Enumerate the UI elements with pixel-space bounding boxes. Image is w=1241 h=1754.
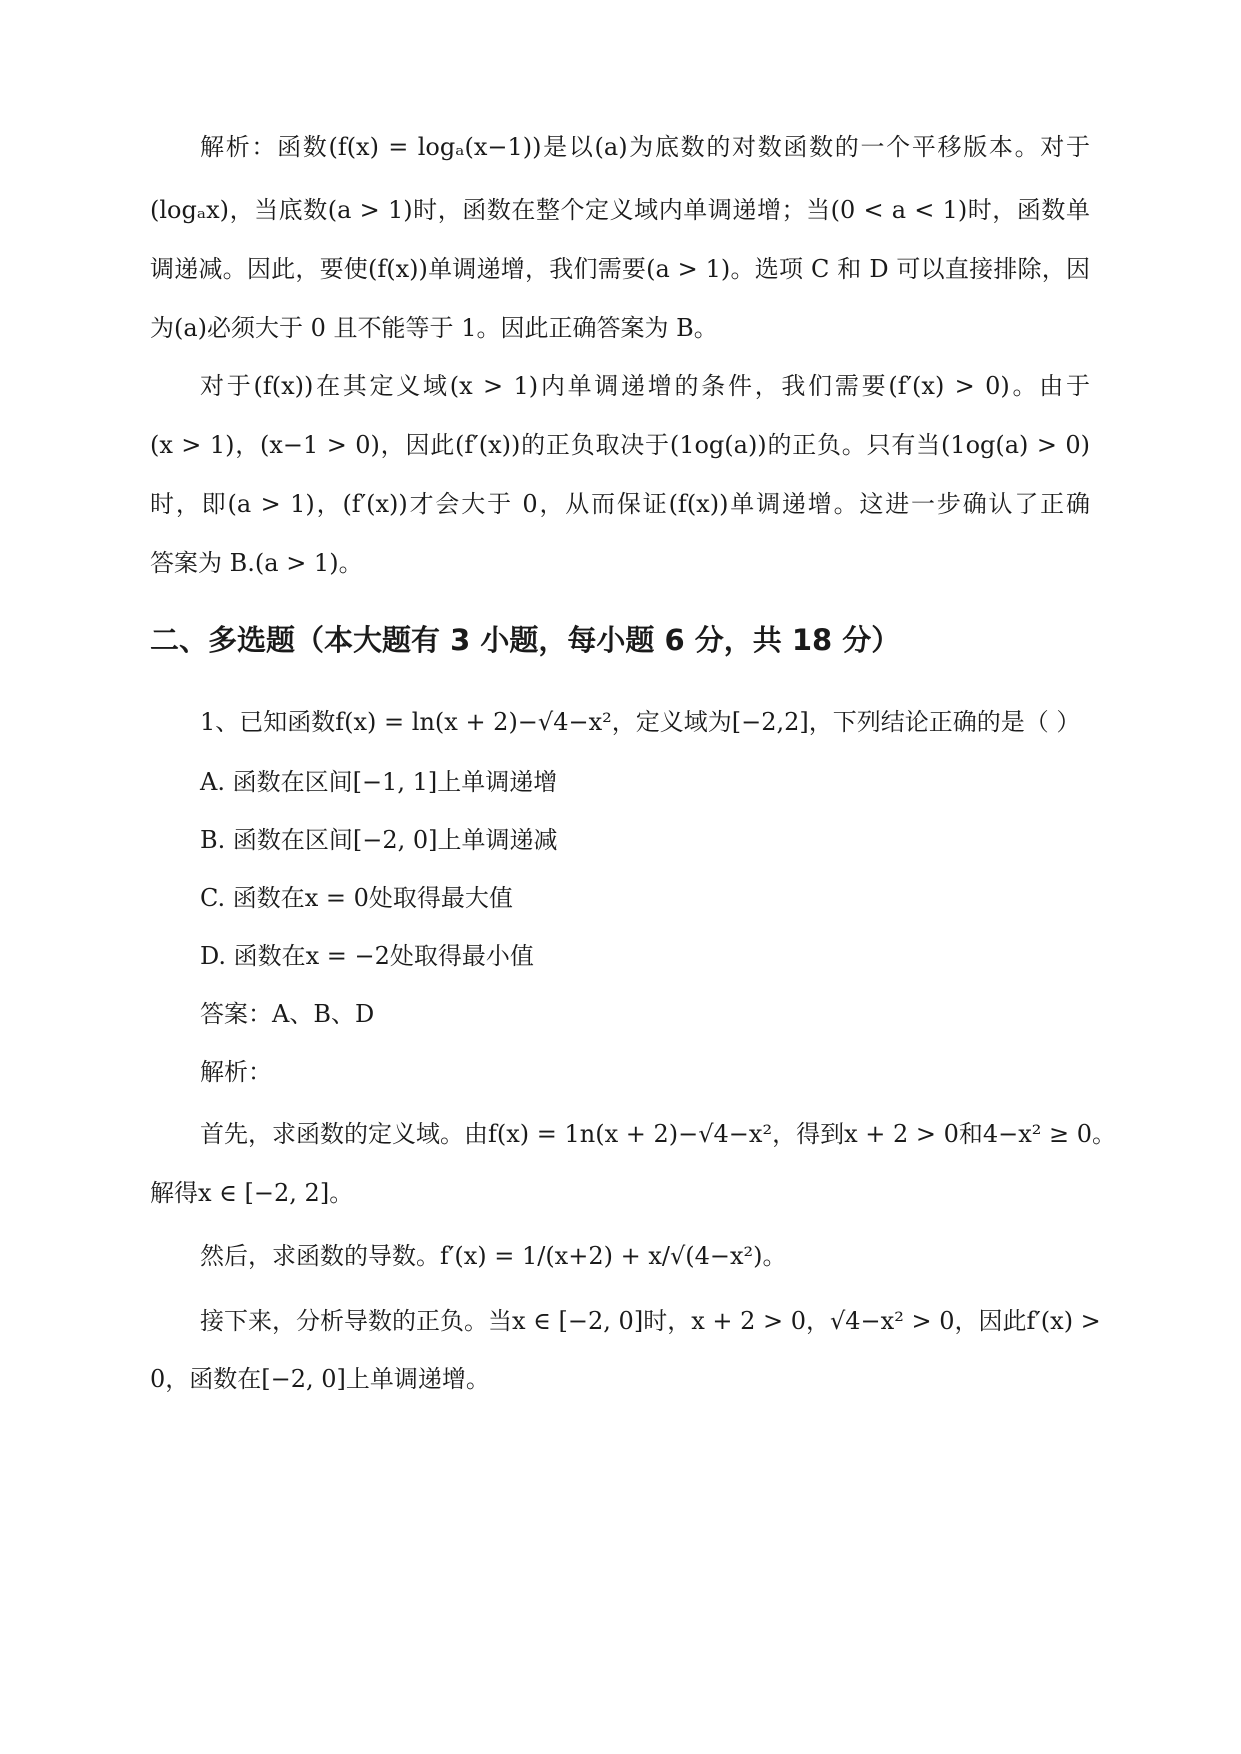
analysis2-line-4: 答案为 B.(a > 1)。 [150, 549, 363, 577]
solution-line-5: 0，函数在[−2, 0]上单调递增。 [150, 1365, 490, 1393]
question-stem: 1、已知函数f(x) = ln(x + 2)−√4−x²，定义域为[−2,2]，下列结论正确的是（ ） [200, 708, 1081, 736]
analysis1-line-3: 调递减。因此，要使(f(x))单调递增，我们需要(a > 1)。选项 C 和 D 可以直接排除，因 [150, 255, 1090, 283]
analysis1-line-2: (logₐx)，当底数(a > 1)时，函数在整个定义域内单调递增；当(0 < a < 1)时，函数单 [150, 196, 1090, 224]
solution-line-3: 然后，求函数的导数。f′(x) = 1/(x+2) + x/√(4−x²)。 [200, 1242, 787, 1270]
solution-line-1: 首先，求函数的定义域。由f(x) = 1n(x + 2)−√4−x²，得到x + 2 > 0和4−x² ≥ 0。 [200, 1120, 1117, 1148]
analysis2-line-3: 时，即(a > 1)，(f′(x))才会大于 0，从而保证(f(x))单调递增。这进一步确认了正确 [150, 490, 1090, 518]
answer-line: 答案：A、B、D [200, 1000, 375, 1028]
analysis2-line-2: (x > 1)，(x−1 > 0)，因此(f′(x))的正负取决于(1og(a))的正负。只有当(1og(a) > 0) [150, 431, 1090, 459]
option-b: B. 函数在区间[−2, 0]上单调递减 [200, 826, 558, 854]
analysis2-line-1: 对于(f(x))在其定义域(x > 1)内单调递增的条件，我们需要(f′(x) > 0)。由于 [200, 372, 1090, 400]
option-c: C. 函数在x = 0处取得最大值 [200, 884, 513, 912]
section-heading: 二、多选题（本大题有 3 小题，每小题 6 分，共 18 分） [150, 623, 901, 657]
option-d: D. 函数在x = −2处取得最小值 [200, 942, 534, 970]
analysis-label: 解析： [200, 1058, 272, 1086]
solution-line-4: 接下来，分析导数的正负。当x ∈ [−2, 0]时，x + 2 > 0，√4−x² > 0，因此f′(x) > [200, 1307, 1101, 1335]
solution-line-2: 解得x ∈ [−2, 2]。 [150, 1179, 354, 1207]
analysis1-line-1: 解析：函数(f(x) = logₐ(x−1))是以(a)为底数的对数函数的一个平移版本。对于 [200, 133, 1090, 161]
option-a: A. 函数在区间[−1, 1]上单调递增 [200, 768, 558, 796]
analysis1-line-4: 为(a)必须大于 0 且不能等于 1。因此正确答案为 B。 [150, 314, 718, 342]
